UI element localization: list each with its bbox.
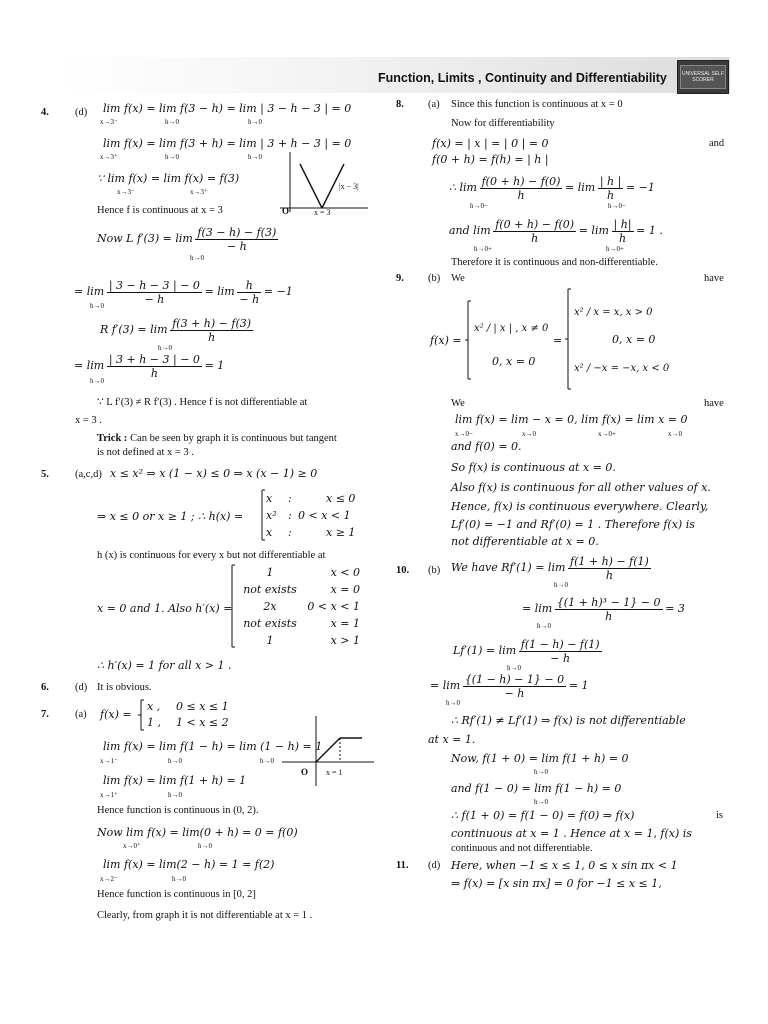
q4-trick: [97, 432, 337, 445]
q4-number: 4.: [41, 107, 49, 118]
q4-line1: lim f(x) = lim f(3 − h) = lim | 3 − h − 3 | = 0: [103, 102, 352, 115]
q4-lf-eval-num2: h: [237, 279, 261, 293]
q7-brace: [137, 699, 145, 731]
q4-lf-block: [97, 226, 278, 253]
q7-line1-sub3: h→0: [260, 757, 274, 765]
q4-line1-sub2: h→0: [165, 118, 179, 126]
q4-rf-label: R f′(3) = lim: [100, 322, 168, 336]
q4-line4: Hence f is continuous at x = 3: [97, 205, 223, 216]
q4-line10: x = 3 .: [75, 415, 102, 426]
q10-rf-block: [451, 555, 651, 582]
q7-line6: Hence function is continuous in [0, 2]: [97, 889, 256, 900]
q10-lf-eval-den: − h: [504, 687, 525, 700]
q4-lf-eval-lim2: = lim: [204, 284, 235, 298]
q10-lf-eval: [430, 673, 588, 700]
q10-line8: and f(1 − 0) = lim f(1 − h) = 0: [451, 782, 622, 795]
q10-rf-eval-frac: [555, 596, 663, 623]
q9-line5: So f(x) is continuous at x = 0.: [451, 461, 616, 474]
q10-line5: ∴ Rf′(1) ≠ Lf′(1) ⇒ f(x) is not differentiable: [451, 714, 686, 727]
q4-line1-sub3: h→0: [248, 118, 262, 126]
q4-option: (d): [75, 107, 88, 118]
q10-rf-eval-sub: h→0: [537, 622, 551, 630]
q10-rf-num: f(1 + h) − f(1): [570, 555, 649, 568]
q9-line7: Hence, f(x) is continuous everywhere. Clearly,: [451, 500, 709, 513]
q5-hp-r4v: not exists: [243, 617, 297, 630]
q4-lf-label: Now L f′(3) = lim: [97, 231, 193, 245]
q4-graph-origin: O: [282, 206, 290, 216]
q8-rl-sub2: h→0+: [606, 245, 624, 253]
q6-option: (d): [75, 682, 88, 693]
q5-option: (a,c,d): [75, 469, 102, 480]
q9-option: (b): [428, 273, 441, 284]
q9-fdef: f(x) =: [430, 334, 462, 347]
q7-row1-expr: x ,: [147, 700, 161, 713]
q5-h-row3-expr: x: [266, 526, 273, 539]
q8-rl-num2: | h|: [613, 218, 632, 231]
q8-ll-frac2: [598, 175, 624, 202]
q10-rf-eval: [522, 596, 685, 623]
q9-line3: lim f(x) = lim − x = 0, lim f(x) = lim x = 0: [455, 413, 688, 426]
q10-lf-block: [453, 638, 602, 665]
q7-line4-sub1: x→0⁺: [123, 842, 141, 850]
q7-line4: Now lim f(x) = lim(0 + h) = 0 = f(0): [97, 826, 298, 839]
q4-lf-sub: h→0: [190, 254, 204, 262]
q7-line4-sub2: h→0: [198, 842, 212, 850]
q8-limit-left: [449, 175, 655, 202]
q7-line5-sub2: h→0: [172, 875, 186, 883]
q8-rl-lim: and lim: [449, 223, 491, 237]
q9-brace-right: [564, 288, 572, 390]
q8-rl-num: f(0 + h) − f(0): [495, 218, 575, 231]
q7-row2-expr: 1 ,: [147, 716, 161, 729]
q4-line3-sub1: x→3⁻: [117, 188, 135, 196]
q10-lf-num: f(1 − h) − f(1): [520, 638, 600, 651]
q9-line6: Also f(x) is continuous for all other values of x.: [451, 481, 711, 494]
q10-lf-eval-sub: h→0: [446, 699, 460, 707]
q4-lf-den: − h: [226, 240, 247, 253]
q4-line2-sub1: x→3⁺: [100, 153, 118, 161]
q9-line3-sub1: x→0−: [455, 430, 473, 438]
q9-we2: We: [451, 398, 465, 409]
q5-hp-r3c: 0 < x < 1: [307, 600, 360, 613]
q10-rf-frac: [568, 555, 651, 582]
q10-lf-frac: [519, 638, 602, 665]
q4-rf-eval-result: = 1: [204, 358, 225, 372]
q5-h-row2: x² : 0 < x < 1: [266, 509, 351, 522]
q4-line1-sub1: x→3⁻: [100, 118, 118, 126]
q9-we: We: [451, 273, 465, 284]
q5-h-row2-cond: 0 < x < 1: [298, 509, 351, 522]
q10-rf-eval-num: {(1 + h)³ − 1} − 0: [556, 596, 661, 609]
q9-line9: not differentiable at x = 0.: [451, 535, 599, 548]
q8-ll-lim: ∴ lim: [449, 180, 477, 194]
q5-h-row1: x : x ≤ 0: [266, 492, 356, 505]
q9-line3-sub3: x→0+: [598, 430, 616, 438]
q4-rf-eval-lim: = lim: [74, 358, 105, 372]
q7-option: (a): [75, 709, 87, 720]
q9-number: 9.: [396, 273, 404, 284]
q4-lf-eval-sub: h→0: [90, 302, 104, 310]
q8-line1: Since this function is continuous at x = 0: [451, 99, 623, 110]
q4-lf-eval-frac2: [237, 279, 261, 306]
q9-right-row2: 0, x = 0: [612, 333, 656, 346]
q9-line3-sub2: x→0: [522, 430, 536, 438]
q9-left-row2: 0, x = 0: [492, 355, 536, 368]
q4-lf-eval-den: − h: [144, 293, 165, 306]
page-title: Function, Limits , Continuity and Differentiability: [378, 71, 667, 85]
q7-line5: lim f(x) = lim(2 − h) = 1 = f(2): [103, 858, 275, 871]
q10-line6: at x = 1.: [428, 733, 476, 746]
q4-lf-eval-result: = −1: [263, 284, 293, 298]
q9-eq: =: [553, 334, 563, 347]
q8-ll-sub2: h→0−: [608, 202, 626, 210]
q8-ll-result: = −1: [625, 180, 655, 194]
q11-line1: Here, when −1 ≤ x ≤ 1, 0 ≤ x sin πx < 1: [451, 859, 678, 872]
q4-graph-x: x = 3: [314, 208, 331, 217]
q8-ll-num2: | h |: [599, 175, 622, 188]
q9-right-row3: x² / −x = −x, x < 0: [574, 363, 670, 374]
q6-text: It is obvious.: [97, 682, 152, 693]
q7-line1-sub2: h→0: [168, 757, 182, 765]
q4-lf-eval-num: | 3 − h − 3 | − 0: [108, 279, 200, 292]
q8-rl-frac2: [612, 218, 634, 245]
q5-number: 5.: [41, 469, 49, 480]
q10-line7: Now, f(1 + 0) = lim f(1 + h) = 0: [451, 752, 629, 765]
q4-lf-eval: [74, 279, 293, 306]
q8-ll-num: f(0 + h) − f(0): [481, 175, 561, 188]
q4-lf-num: f(3 − h) − f(3): [197, 226, 277, 239]
q7-line2-sub2: h→0: [168, 791, 182, 799]
q4-graph-label: |x − 3|: [339, 182, 359, 191]
q8-rl-den2: h: [618, 232, 627, 245]
q4-rf-block: [100, 317, 253, 344]
q5-line3: h (x) is continuous for every x but not differentiable at: [97, 550, 326, 561]
q5-hp-r5v: 1: [266, 634, 274, 647]
q8-line3: f(x) = | x | = | 0 | = 0: [432, 137, 549, 150]
q10-line11: continuous and not differentiable.: [451, 843, 593, 854]
q7-line1: lim f(x) = lim f(1 − h) = lim (1 − h) = 1: [103, 740, 323, 753]
q5-h-row2-expr: x²: [266, 509, 277, 522]
q8-rl-lim2: = lim: [578, 223, 609, 237]
q7-line5-sub1: x→2⁻: [100, 875, 118, 883]
q4-lf-eval-frac: [107, 279, 202, 306]
q7-line7: Clearly, from graph it is not differentiable at x = 1 .: [97, 910, 313, 921]
q5-h-row1-cond: x ≤ 0: [326, 492, 356, 505]
q4-rf-den: h: [208, 331, 216, 344]
q5-hp-r1c: x < 0: [330, 566, 360, 579]
q4-rf-sub: h→0: [158, 344, 172, 352]
q10-line9: ∴ f(1 + 0) = f(1 − 0) = f(0) ⇒ f(x): [451, 809, 635, 822]
q4-rf-eval-sub: h→0: [90, 377, 104, 385]
q5-hp-r2c: x = 0: [330, 583, 360, 596]
q7-line2: lim f(x) = lim f(1 + h) = 1: [103, 774, 247, 787]
q5-hp-r5c: x > 1: [330, 634, 360, 647]
q4-lf-eval-lim: = lim: [74, 284, 105, 298]
q5-h-brace: [258, 489, 266, 541]
q8-number: 8.: [396, 99, 404, 110]
q5-h-row3-cond: x ≥ 1: [326, 526, 356, 539]
q5-h-row3: x : x ≥ 1: [266, 526, 356, 539]
q10-line10: continuous at x = 1 . Hence at x = 1, f(x) is: [451, 827, 692, 840]
q4-rf-eval-frac: [107, 353, 202, 380]
q8-rl-den: h: [531, 232, 539, 245]
q10-rf-label: We have Rf′(1) = lim: [451, 560, 566, 574]
q7-fdef: f(x) =: [100, 708, 132, 721]
q10-rf-eval-result: = 3: [665, 601, 685, 615]
q5-hp-brace: [228, 564, 236, 648]
q4-rf-frac: [170, 317, 253, 344]
q10-line8-sub: h→0: [534, 798, 548, 806]
q4-line2-sub3: h→0: [248, 153, 262, 161]
q4-rf-eval-num: | 3 + h − 3 | − 0: [108, 353, 200, 366]
q10-option: (b): [428, 565, 441, 576]
q8-option: (a): [428, 99, 440, 110]
q4-line3-sub2: x→3⁺: [190, 188, 208, 196]
q10-lf-eval-frac: [463, 673, 566, 700]
book-logo: [677, 60, 729, 94]
q9-have2: have: [704, 398, 724, 409]
q7-row1-cond: 0 ≤ x ≤ 1: [176, 700, 229, 713]
q4-trick2: is not defined at x = 3 .: [97, 447, 194, 458]
q8-ll-frac: [480, 175, 563, 202]
q4-lf-frac: [195, 226, 278, 253]
q8-ll-den2: h: [607, 189, 615, 202]
q5-hp-r3v: 2x: [263, 600, 277, 613]
q10-lf-eval-num: {(1 − h) − 1} − 0: [464, 673, 565, 686]
q7-line2-sub1: x→1⁺: [100, 791, 118, 799]
q7-graph-origin: O: [301, 767, 309, 777]
q5-h-row1-expr: x: [266, 492, 273, 505]
q5-line2: ⇒ x ≤ 0 or x ≥ 1 ; ∴ h(x) =: [97, 510, 244, 523]
q11-number: 11.: [396, 860, 409, 871]
q10-lf-eval-result: = 1: [568, 678, 589, 692]
q10-lf-den: − h: [550, 652, 571, 665]
q10-rf-eval-lim: = lim: [522, 601, 553, 615]
q7-graph-x: x = 1: [326, 768, 343, 777]
q10-rf-den: h: [605, 569, 613, 582]
q4-line3: ∵ lim f(x) = lim f(x) = f(3): [97, 172, 240, 185]
q9-line8: Lf′(0) = −1 and Rf′(0) = 1 . Therefore f(x) is: [451, 518, 695, 531]
q5-line1: x ≤ x² ⇒ x (1 − x) ≤ 0 ⇒ x (x − 1) ≥ 0: [110, 467, 318, 480]
q10-lf-eval-lim: = lim: [430, 678, 461, 692]
q10-line9-is: is: [716, 810, 724, 821]
q4-line9: ∵ L f′(3) ≠ R f′(3) . Hence f is not differentiable at: [97, 397, 308, 408]
q9-right-row1: x² / x = x, x > 0: [574, 307, 653, 318]
q8-line3-and: and: [709, 138, 725, 149]
q8-ll-sub1: h→0−: [470, 202, 488, 210]
q7-row2-cond: 1 < x ≤ 2: [176, 716, 229, 729]
q4-trick-label: Trick :: [97, 433, 128, 444]
q10-number: 10.: [396, 565, 410, 576]
q8-line7: Therefore it is continuous and non-differentiable.: [451, 257, 658, 268]
q7-line1-sub1: x→1⁻: [100, 757, 118, 765]
q8-line4: f(0 + h) = f(h) = | h |: [432, 153, 549, 166]
q8-line2: Now for differentiability: [451, 118, 555, 129]
q10-lf-label: Lf′(1) = lim: [453, 643, 517, 657]
q9-brace-left: [464, 300, 472, 380]
q4-line2: lim f(x) = lim f(3 + h) = lim | 3 + h − 3 | = 0: [103, 137, 352, 150]
q9-have: have: [704, 273, 724, 284]
q8-rl-result: = 1 .: [636, 223, 663, 237]
q8-ll-den: h: [517, 189, 525, 202]
q8-ll-lim2: = lim: [565, 180, 596, 194]
q4-line2-sub2: h→0: [165, 153, 179, 161]
q5-hp-r4c: x = 1: [330, 617, 360, 630]
q8-limit-right: [449, 218, 663, 245]
q11-option: (d): [428, 860, 441, 871]
q9-line3-sub4: x→0: [668, 430, 682, 438]
q7-number: 7.: [41, 709, 49, 720]
q5-hp-r1v: 1: [266, 566, 274, 579]
logo-text: UNIVERSAL SELF SCORER: [680, 65, 726, 89]
q8-rl-sub1: h→0+: [474, 245, 492, 253]
q5-line5: ∴ h′(x) = 1 for all x > 1 .: [97, 659, 232, 672]
q5-hp-r2v: not exists: [243, 583, 297, 596]
q11-line2: ⇒ f(x) = [x sin πx] = 0 for −1 ≤ x ≤ 1,: [451, 877, 662, 890]
q9-left-row1: x² / | x | , x ≠ 0: [474, 323, 549, 334]
q10-lf-sub: h→0: [507, 664, 521, 672]
q4-rf-num: f(3 + h) − f(3): [172, 317, 252, 330]
q10-line7-sub: h→0: [534, 768, 548, 776]
q4-trick-text: Can be seen by graph it is continuous but tangent: [127, 433, 337, 444]
q8-rl-frac: [493, 218, 576, 245]
q4-rf-eval-den: h: [150, 367, 158, 380]
q7-line3: Hence function is continuous in (0, 2).: [97, 805, 259, 816]
q4-lf-eval-den2: − h: [239, 293, 260, 306]
q10-rf-eval-den: h: [605, 610, 613, 623]
q6-number: 6.: [41, 682, 49, 693]
q10-rf-sub: h→0: [554, 581, 568, 589]
q9-line4: and f(0) = 0.: [451, 440, 522, 453]
q5-line4: x = 0 and 1. Also h′(x) =: [97, 602, 233, 615]
